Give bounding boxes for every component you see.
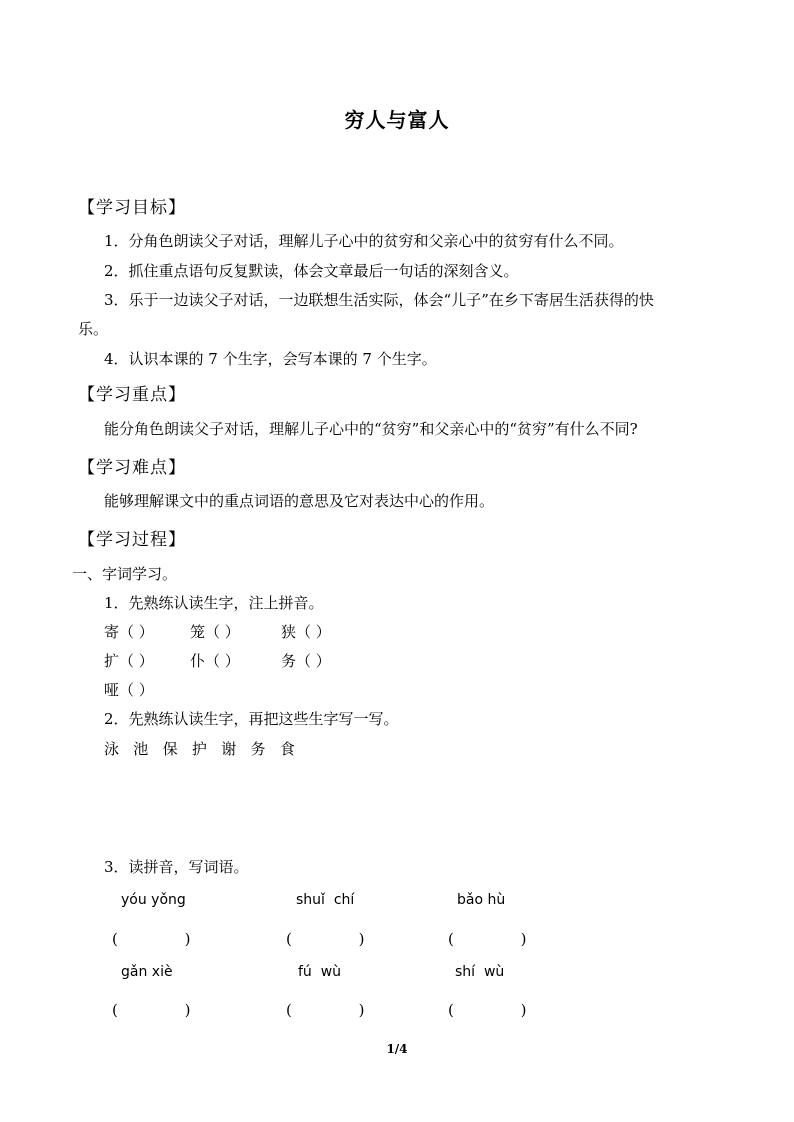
pinyin-label: bǎo hù <box>457 892 506 908</box>
focus-text: 能分角色朗读父子对话，理解儿子心中的“贫穷”和父亲心中的“贫穷”有什么不同? <box>104 420 638 438</box>
answer-blank: ( ) <box>286 930 365 948</box>
goal-item-2: 2．抓住重点语句反复默读，体会文章最后一句话的深刻含义。 <box>104 262 519 280</box>
char-item: 哑（ ） <box>104 681 154 699</box>
step1-instruction: 1．先熟练认读生字，注上拼音。 <box>104 594 324 612</box>
pinyin-label: shí wù <box>455 964 505 980</box>
pinyin-label: gǎn xiè <box>121 964 173 980</box>
step3-instruction: 3．读拼音，写词语。 <box>104 858 249 876</box>
answer-blank: ( ) <box>112 930 191 948</box>
pinyin-label: fú wù <box>298 964 342 980</box>
focus-heading: 【学习重点】 <box>78 385 186 405</box>
char-item: 务（ ） <box>281 652 331 670</box>
difficulty-text: 能够理解课文中的重点词语的意思及它对表达中心的作用。 <box>104 492 495 510</box>
part1-heading: 一、字词学习。 <box>72 565 178 583</box>
page-title: 穷人与富人 <box>344 108 450 132</box>
char-item: 笼（ ） <box>190 623 240 641</box>
step2-instruction: 2．先熟练认读生字，再把这些生字写一写。 <box>104 710 399 728</box>
goals-heading: 【学习目标】 <box>78 198 186 218</box>
pinyin-label: yóu yǒng <box>121 892 186 908</box>
goal-item-3: 3．乐于一边读父子对话，一边联想生活实际，体会“儿子”在乡下寄居生活获得的快 <box>104 291 654 309</box>
pinyin-label: shuǐ chí <box>296 892 355 908</box>
answer-blank: ( ) <box>448 1001 527 1019</box>
char-item: 寄（ ） <box>104 623 154 641</box>
answer-blank: ( ) <box>448 930 527 948</box>
char-item: 扩（ ） <box>104 652 154 670</box>
goal-item-4: 4．认识本课的 7 个生字，会写本课的 7 个生字。 <box>104 350 437 368</box>
char-item: 仆（ ） <box>190 652 240 670</box>
difficulty-heading: 【学习难点】 <box>78 458 186 478</box>
answer-blank: ( ) <box>286 1001 365 1019</box>
process-heading: 【学习过程】 <box>78 530 186 550</box>
page-number: 1/4 <box>386 1042 408 1056</box>
answer-blank: ( ) <box>112 1001 191 1019</box>
char-item: 狭（ ） <box>281 623 331 641</box>
write-chars: 泳 池 保 护 谢 务 食 <box>104 740 295 758</box>
goal-item-3-continued: 乐。 <box>78 320 109 338</box>
goal-item-1: 1．分角色朗读父子对话，理解儿子心中的贫穷和父亲心中的贫穷有什么不同。 <box>104 232 624 250</box>
